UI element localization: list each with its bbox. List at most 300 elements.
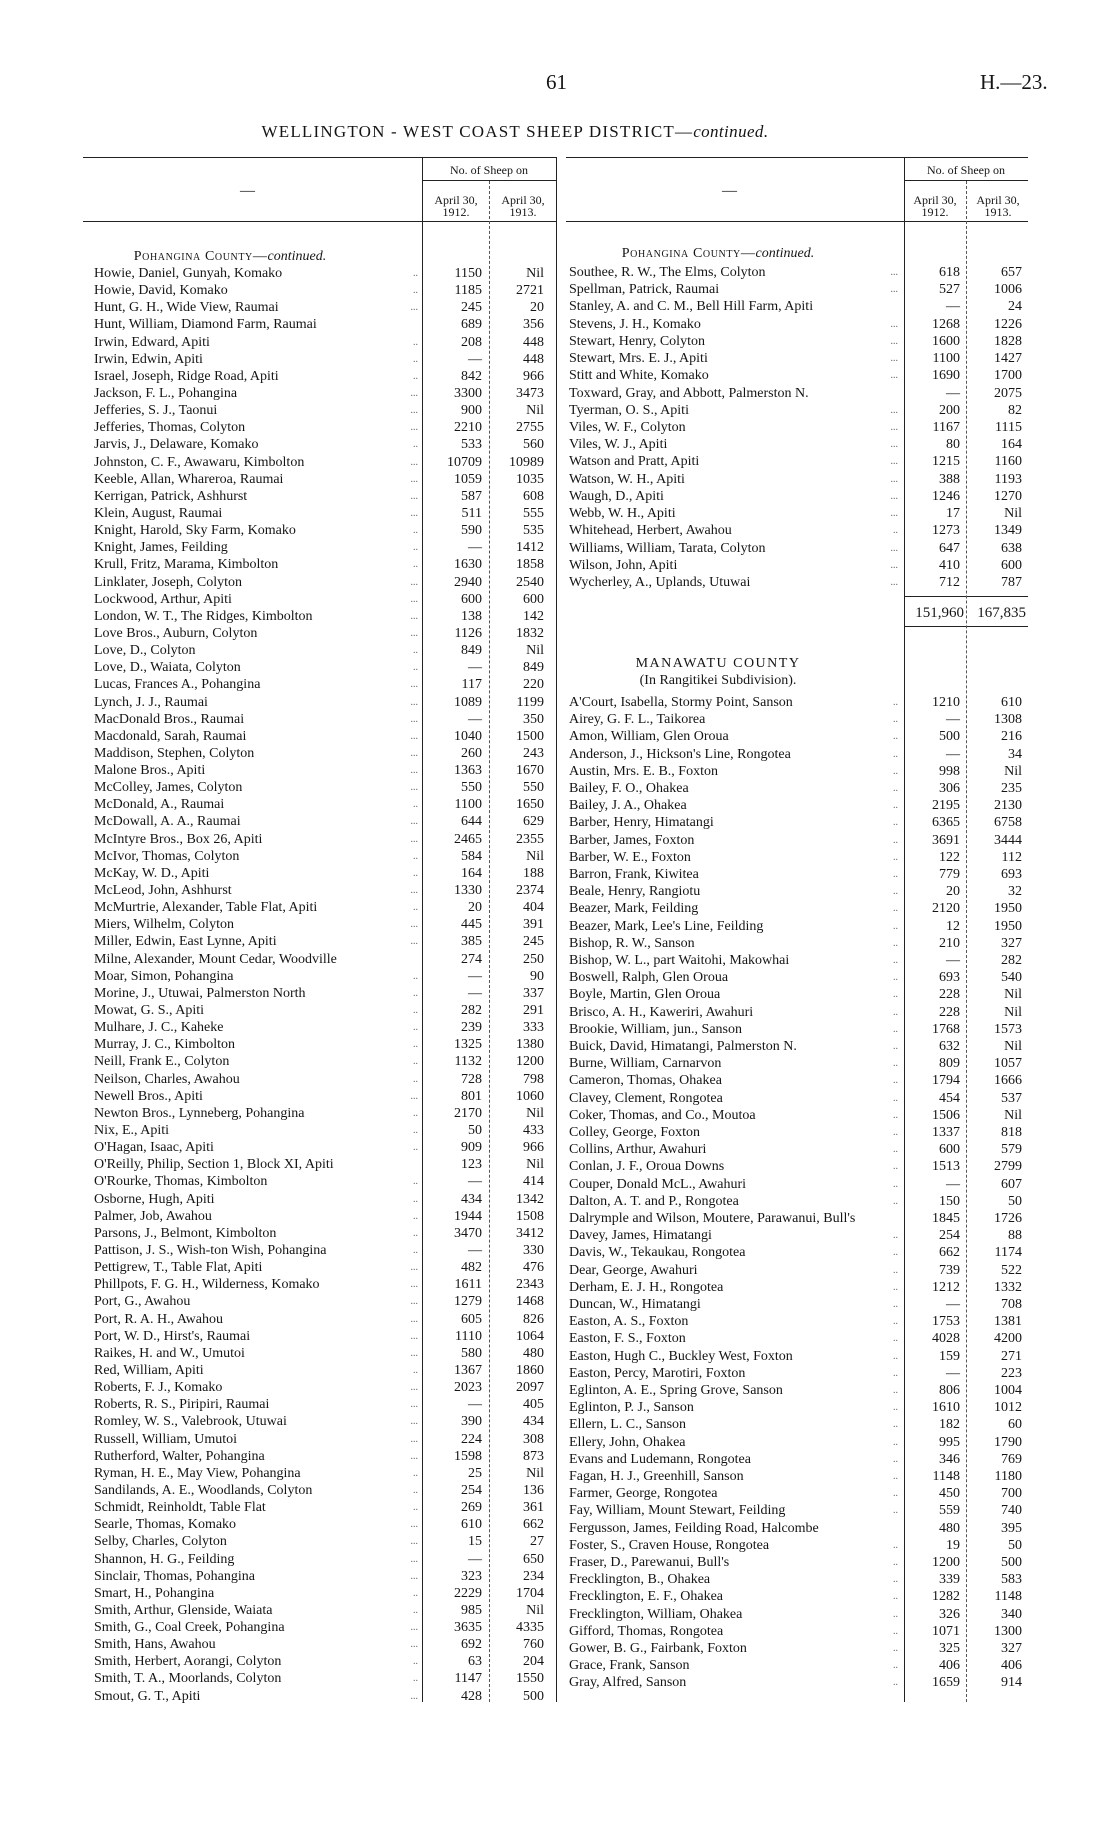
right-row (0, 1158, 1114, 1175)
row-value-1912: 80 (946, 437, 960, 453)
row-name: Toxward, Gray, and Abbott, Palmerston N. (569, 385, 809, 401)
row-name: Davis, W., Tekaukau, Rongotea (569, 1245, 746, 1261)
row-value-1913: 1573 (994, 1021, 1022, 1037)
right-row (0, 574, 1114, 591)
row-value-1913: 1700 (994, 368, 1022, 384)
row-name: Davey, James, Himatangi (569, 1228, 712, 1244)
row-leader-dots: .. (413, 1484, 418, 1496)
row-value-1913: 1832 (516, 625, 544, 641)
row-name: Amon, William, Glen Oroua (569, 729, 729, 745)
row-leader-dots: .. (893, 1557, 898, 1568)
row-leader-dots: .. (413, 662, 418, 674)
row-name: Miers, Wilhelm, Colyton (94, 917, 234, 933)
right-row (0, 1588, 1114, 1605)
row-name: Bailey, J. A., Ohakea (569, 798, 687, 814)
row-value-1912: 239 (461, 1020, 482, 1036)
row-name: Ryman, H. E., May View, Pohangina (94, 1465, 301, 1481)
right-row (0, 1313, 1114, 1330)
row-leader-dots: ... (890, 456, 898, 468)
row-name: Stevens, J. H., Komako (569, 316, 701, 332)
row-leader-dots: ... (410, 576, 418, 588)
document-code: H.—23. (980, 70, 1048, 94)
row-name: Coker, Thomas, and Co., Moutoa (569, 1107, 756, 1123)
row-value-1913: 1270 (994, 488, 1022, 504)
row-leader-dots: .. (893, 869, 898, 880)
row-leader-dots: ... (890, 421, 898, 433)
right-row (0, 1176, 1114, 1193)
right-row (0, 1399, 1114, 1416)
row-value-1913: 1858 (516, 557, 544, 573)
row-value-1913: Nil (526, 643, 544, 659)
row-leader-dots: .. (893, 903, 898, 915)
row-name: Austin, Mrs. E. B., Foxton (569, 763, 718, 779)
row-value-1912: 1150 (454, 266, 482, 281)
row-name: Ellery, John, Ohakea (569, 1434, 686, 1450)
row-value-1913: 1828 (994, 333, 1022, 349)
row-value-1912: 1059 (454, 471, 482, 487)
row-leader-dots: .. (893, 972, 898, 984)
row-name: Watson and Pratt, Apiti (569, 454, 700, 470)
row-value-1913: Nil (526, 266, 544, 281)
row-name: Moar, Simon, Pohangina (94, 968, 234, 984)
row-value-1913: 1349 (994, 523, 1022, 539)
right-row (0, 1348, 1114, 1365)
row-name: Colley, George, Foxton (569, 1125, 701, 1140)
right-row (0, 333, 1114, 350)
row-value-1913: 740 (1001, 1503, 1022, 1519)
row-value-1913: 327 (1001, 1641, 1022, 1656)
row-leader-dots: ... (410, 1382, 418, 1394)
row-value-1913: 223 (1001, 1365, 1022, 1381)
row-name: Port, G., Awahou (94, 1294, 191, 1310)
row-value-1913: 291 (523, 1003, 544, 1019)
row-value-1913: 1950 (994, 901, 1022, 917)
row-name: Williams, William, Tarata, Colyton (569, 540, 766, 556)
row-value-1913: 1342 (516, 1191, 544, 1207)
row-value-1913: 448 (523, 334, 544, 350)
row-value-1912: 3300 (454, 385, 482, 401)
row-value-1913: 10989 (509, 454, 544, 470)
row-value-1912: 123 (461, 1157, 482, 1173)
row-name: Klein, August, Raumai (94, 505, 223, 521)
row-leader-dots: ... (890, 473, 898, 485)
row-name: Viles, W. F., Colyton (569, 419, 686, 435)
row-value-1913: 555 (523, 505, 544, 521)
row-value-1912: 150 (939, 1193, 960, 1209)
row-value-1913: 330 (523, 1242, 544, 1258)
right-row (0, 1434, 1114, 1451)
right-row (0, 1279, 1114, 1296)
row-leader-dots: ... (410, 593, 418, 605)
left-section-continued: continued. (267, 249, 327, 264)
row-leader-dots: ... (890, 404, 898, 416)
row-name: Gifford, Thomas, Rongotea (569, 1623, 724, 1639)
row-value-1912: 605 (461, 1311, 482, 1327)
row-leader-dots: .. (893, 1625, 898, 1637)
row-value-1912: 1246 (932, 488, 960, 504)
row-name: Howie, Daniel, Gunyah, Komako (94, 266, 283, 281)
row-name: Smith, T. A., Moorlands, Colyton (94, 1671, 282, 1687)
row-value-1913: 769 (1001, 1451, 1022, 1467)
row-name: Lynch, J. J., Raumai (94, 694, 208, 710)
row-name: Jefferies, Thomas, Colyton (94, 420, 246, 436)
row-value-1913: 818 (1001, 1125, 1022, 1140)
row-value-1912: 600 (461, 591, 482, 607)
row-leader-dots: ... (890, 508, 898, 520)
row-value-1912: 428 (461, 1688, 482, 1704)
row-value-1912: 1210 (932, 695, 960, 710)
row-value-1913: 476 (523, 1260, 544, 1276)
row-name: Murray, J. C., Kimbolton (94, 1037, 236, 1053)
right-row (0, 316, 1114, 333)
row-name: Smith, Hans, Awahou (94, 1637, 216, 1653)
row-value-1912: 339 (939, 1572, 960, 1588)
row-value-1913: 550 (523, 780, 544, 796)
row-name: Port, W. D., Hirst's, Raumai (94, 1328, 251, 1344)
row-value-1912: 15 (468, 1534, 482, 1550)
row-name: Maddison, Stephen, Colyton (94, 745, 255, 761)
row-leader-dots: ... (410, 1622, 418, 1634)
row-name: Fagan, H. J., Greenhill, Sanson (569, 1469, 744, 1484)
row-leader-dots: .. (893, 1505, 898, 1517)
row-name: Fraser, D., Parewanui, Bull's (569, 1555, 730, 1570)
row-leader-dots: .. (893, 765, 898, 777)
row-value-1913: 6758 (994, 815, 1022, 831)
row-name: Bailey, F. O., Ohakea (569, 781, 689, 796)
row-value-1912: 842 (461, 368, 482, 384)
right-row (0, 281, 1114, 298)
row-leader-dots: ... (410, 387, 418, 399)
row-value-1912: 208 (461, 334, 482, 350)
row-leader-dots: .. (413, 1604, 418, 1616)
row-value-1913: 3444 (994, 832, 1022, 848)
row-value-1913: 20 (530, 300, 544, 316)
row-leader-dots: .. (893, 1264, 898, 1276)
row-leader-dots: .. (893, 1127, 898, 1138)
right-row (0, 1193, 1114, 1210)
row-leader-dots: .. (893, 1058, 898, 1070)
row-value-1912: 2940 (454, 574, 482, 590)
row-name: McIvor, Thomas, Colyton (94, 848, 240, 864)
row-value-1912: 117 (461, 677, 482, 693)
row-value-1912: — (946, 1365, 960, 1381)
row-value-1913: 914 (1001, 1675, 1022, 1691)
row-value-1912: 434 (461, 1191, 482, 1207)
row-name: Duncan, W., Himatangi (569, 1297, 701, 1312)
row-name: Parsons, J., Belmont, Kimbolton (94, 1225, 277, 1241)
row-value-1912: 533 (461, 437, 482, 453)
right-row (0, 522, 1114, 539)
row-value-1912: 3635 (454, 1620, 482, 1636)
left-row (0, 676, 1114, 693)
row-value-1913: 250 (523, 951, 544, 967)
row-name: Couper, Donald McL., Awahuri (569, 1176, 747, 1192)
right-row (0, 1571, 1114, 1588)
row-value-1912: 618 (939, 265, 960, 280)
row-value-1913: 1199 (516, 694, 544, 710)
row-leader-dots: .. (893, 1574, 898, 1586)
row-value-1912: 4028 (932, 1331, 960, 1347)
row-name: MacDonald Bros., Raumai (94, 711, 245, 727)
row-leader-dots: ... (410, 730, 418, 742)
row-value-1912: 809 (939, 1056, 960, 1072)
row-value-1913: 1650 (516, 797, 544, 813)
row-leader-dots: .. (413, 645, 418, 657)
row-value-1913: 579 (1001, 1142, 1022, 1158)
row-value-1912: 182 (939, 1417, 960, 1433)
row-name: McDonald, A., Raumai (94, 797, 225, 813)
row-value-1913: 282 (1001, 953, 1022, 968)
row-leader-dots: .. (413, 336, 418, 348)
row-name: Stewart, Henry, Colyton (569, 333, 705, 349)
row-leader-dots: .. (413, 525, 418, 537)
row-value-1912: 260 (461, 745, 482, 761)
row-value-1913: 4335 (516, 1620, 544, 1636)
row-name: Jefferies, S. J., Taonui (94, 403, 218, 419)
row-name: Barber, W. E., Foxton (569, 849, 691, 865)
right-row (0, 797, 1114, 814)
row-value-1912: 1513 (932, 1159, 960, 1175)
row-value-1913: 1004 (994, 1383, 1022, 1398)
row-name: Beazer, Mark, Feilding (569, 901, 699, 917)
row-value-1912: 410 (939, 557, 960, 573)
right-row (0, 367, 1114, 384)
row-leader-dots: ... (410, 936, 418, 948)
row-name: Knight, Harold, Sky Farm, Komako (94, 523, 296, 539)
row-leader-dots: .. (893, 851, 898, 863)
row-leader-dots: .. (893, 714, 898, 726)
row-value-1913: 391 (523, 917, 544, 933)
row-leader-dots: ... (410, 1399, 418, 1411)
row-value-1912: 1100 (932, 351, 960, 367)
row-name: Johnston, C. F., Awawaru, Kimbolton (94, 454, 305, 470)
row-value-1912: 806 (939, 1383, 960, 1398)
row-name: Easton, A. S., Foxton (569, 1314, 689, 1330)
row-value-1913: 164 (1001, 437, 1022, 453)
row-leader-dots: .. (413, 559, 418, 571)
row-value-1913: 1060 (516, 1088, 544, 1104)
row-value-1912: 1325 (454, 1037, 482, 1053)
row-name: Irwin, Edwin, Apiti (94, 351, 203, 367)
row-value-1912: — (468, 351, 482, 367)
right-row (0, 969, 1114, 986)
row-value-1912: 454 (939, 1090, 960, 1106)
row-leader-dots: .. (893, 1367, 898, 1379)
right-row (0, 1107, 1114, 1124)
row-leader-dots: ... (410, 1536, 418, 1548)
row-name: Southee, R. W., The Elms, Colyton (569, 265, 766, 280)
row-value-1913: 361 (523, 1500, 544, 1516)
row-leader-dots: .. (413, 1056, 418, 1068)
row-value-1913: 1057 (994, 1056, 1022, 1072)
row-value-1913: 1500 (516, 728, 544, 744)
row-name: Fay, William, Mount Stewart, Feilding (569, 1503, 786, 1519)
row-value-1912: 228 (939, 987, 960, 1003)
row-leader-dots: .. (893, 1178, 898, 1190)
row-value-1912: 3470 (454, 1225, 482, 1241)
row-leader-dots: .. (893, 1144, 898, 1156)
row-leader-dots: .. (893, 1299, 898, 1310)
row-name: Palmer, Job, Awahou (94, 1208, 212, 1224)
right-row (0, 728, 1114, 745)
total-1913: 167,835 (977, 605, 1026, 621)
row-leader-dots: .. (893, 1677, 898, 1689)
row-value-1912: — (468, 1174, 482, 1190)
row-leader-dots: .. (893, 817, 898, 829)
row-leader-dots: .. (893, 783, 898, 794)
row-value-1913: 448 (523, 351, 544, 367)
row-leader-dots: .. (413, 1364, 418, 1376)
row-value-1913: 90 (530, 968, 544, 984)
row-leader-dots: ... (410, 473, 418, 485)
row-leader-dots: .. (893, 1436, 898, 1448)
row-value-1913: 60 (1008, 1417, 1022, 1433)
row-value-1912: 2170 (454, 1105, 482, 1121)
row-name: O'Reilly, Philip, Section 1, Block XI, Apiti (94, 1157, 334, 1173)
row-name: Miller, Edwin, East Lynne, Apiti (94, 934, 277, 950)
row-value-1913: 629 (523, 814, 544, 830)
row-value-1913: 662 (523, 1517, 544, 1533)
right-row (0, 1055, 1114, 1072)
row-name: Searle, Thomas, Komako (94, 1517, 237, 1533)
row-leader-dots: .. (893, 1075, 898, 1087)
row-name: Russell, William, Umutoi (94, 1431, 238, 1447)
row-leader-dots: .. (893, 955, 898, 966)
row-name: Watson, W. H., Apiti (569, 471, 685, 487)
row-value-1912: 10709 (447, 454, 482, 470)
row-name: Bishop, W. L., part Waitohi, Makowhai (569, 953, 790, 968)
right-row (0, 1502, 1114, 1519)
row-leader-dots: .. (413, 1176, 418, 1188)
row-value-1912: 500 (939, 729, 960, 745)
row-name: Frecklington, E. F., Ohakea (569, 1589, 724, 1605)
row-value-1912: 995 (939, 1434, 960, 1450)
row-value-1913: 1860 (516, 1362, 544, 1378)
row-value-1913: 356 (523, 317, 544, 333)
row-value-1912: 1110 (455, 1328, 482, 1344)
row-value-1913: 1704 (516, 1585, 544, 1601)
left-row (0, 591, 1114, 608)
row-name: Jarvis, J., Delaware, Komako (94, 437, 259, 453)
right-row (0, 1537, 1114, 1554)
row-name: Israel, Joseph, Ridge Road, Apiti (94, 368, 279, 384)
row-name: McDowall, A. A., Raumai (94, 814, 241, 830)
row-leader-dots: .. (893, 1660, 898, 1672)
right-col-1912: April 30, 1912. (913, 193, 957, 219)
row-value-1912: 450 (939, 1486, 960, 1502)
row-value-1913: 657 (1001, 265, 1022, 280)
row-leader-dots: .. (413, 1022, 418, 1034)
row-value-1913: 235 (1001, 781, 1022, 796)
row-value-1913: 2343 (516, 1277, 544, 1293)
row-value-1913: 826 (523, 1311, 544, 1327)
row-name: McLeod, John, Ashhurst (94, 883, 232, 899)
right-row (0, 1674, 1114, 1691)
row-value-1913: 966 (523, 1140, 544, 1156)
right-row (0, 1640, 1114, 1657)
row-value-1912: 1768 (932, 1021, 960, 1037)
row-name: Gower, B. G., Fairbank, Foxton (569, 1641, 747, 1656)
row-value-1913: 1726 (994, 1211, 1022, 1226)
row-value-1913: 1950 (994, 918, 1022, 934)
row-value-1912: 647 (939, 540, 960, 556)
row-value-1913: 2721 (516, 283, 544, 299)
row-value-1912: 728 (461, 1071, 482, 1087)
row-value-1912: 1212 (932, 1279, 960, 1295)
row-name: Schmidt, Reinholdt, Table Flat (94, 1500, 266, 1516)
row-value-1913: 3473 (516, 385, 544, 401)
row-leader-dots: .. (893, 886, 898, 898)
row-value-1913: 1666 (994, 1073, 1022, 1089)
row-value-1912: 1367 (454, 1362, 482, 1378)
row-value-1913: 406 (1001, 1658, 1022, 1674)
right-section-heading (528, 246, 908, 262)
row-leader-dots: .. (893, 1419, 898, 1431)
row-value-1913: 142 (523, 608, 544, 624)
row-value-1912: 712 (939, 574, 960, 590)
right-row (0, 1468, 1114, 1485)
row-name: McMurtrie, Alexander, Table Flat, Apiti (94, 900, 318, 916)
row-name: Port, R. A. H., Awahou (94, 1311, 224, 1327)
row-value-1913: 414 (523, 1174, 544, 1190)
left-row (0, 642, 1114, 659)
row-name: Eglinton, P. J., Sanson (569, 1400, 694, 1416)
row-value-1912: 388 (939, 471, 960, 487)
row-name: Lucas, Frances A., Pohangina (94, 677, 261, 693)
page-title (0, 122, 1030, 142)
row-value-1913: 1174 (994, 1245, 1022, 1261)
row-value-1913: Nil (526, 1602, 544, 1618)
row-leader-dots: ... (890, 559, 898, 571)
row-value-1913: 608 (523, 488, 544, 504)
row-leader-dots: ... (410, 782, 418, 794)
row-value-1913: 34 (1008, 746, 1022, 762)
row-value-1913: 1012 (994, 1400, 1022, 1416)
row-value-1912: — (946, 385, 960, 401)
row-name: Keeble, Allan, Wharerоa, Raumai (94, 471, 284, 487)
row-name: A'Court, Isabella, Stormy Point, Sanson (569, 695, 793, 710)
row-leader-dots: ... (410, 302, 418, 314)
row-name: Conlan, J. F., Oroua Downs (569, 1159, 725, 1175)
right-row (0, 780, 1114, 797)
row-name: Irwin, Edward, Apiti (94, 334, 210, 350)
row-leader-dots: .. (413, 268, 418, 279)
row-name: Smart, H., Pohangina (94, 1585, 215, 1601)
row-value-1912: 1215 (932, 454, 960, 470)
row-value-1912: 3691 (932, 832, 960, 848)
row-leader-dots: .. (413, 1502, 418, 1514)
row-value-1912: 406 (939, 1658, 960, 1674)
row-value-1913: 1550 (516, 1671, 544, 1687)
row-leader-dots: .. (893, 1109, 898, 1121)
row-value-1913: 2075 (994, 385, 1022, 401)
row-name: Gray, Alfred, Sanson (569, 1675, 687, 1691)
row-value-1913: 2374 (516, 883, 544, 899)
row-name: McColley, James, Colyton (94, 780, 243, 796)
row-leader-dots: ... (410, 1347, 418, 1359)
row-name: McIntyre Bros., Box 26, Apiti (94, 831, 263, 847)
right-row (0, 694, 1114, 711)
row-name: Farmer, George, Rongotea (569, 1486, 718, 1502)
row-leader-dots: .. (893, 697, 898, 708)
left-row (0, 608, 1114, 625)
right-col-1913: April 30, 1913. (976, 193, 1020, 219)
row-value-1913: Nil (1004, 506, 1022, 522)
row-leader-dots: ... (890, 335, 898, 347)
row-value-1912: — (946, 712, 960, 728)
row-value-1912: 527 (939, 282, 960, 298)
row-value-1912: — (468, 540, 482, 556)
